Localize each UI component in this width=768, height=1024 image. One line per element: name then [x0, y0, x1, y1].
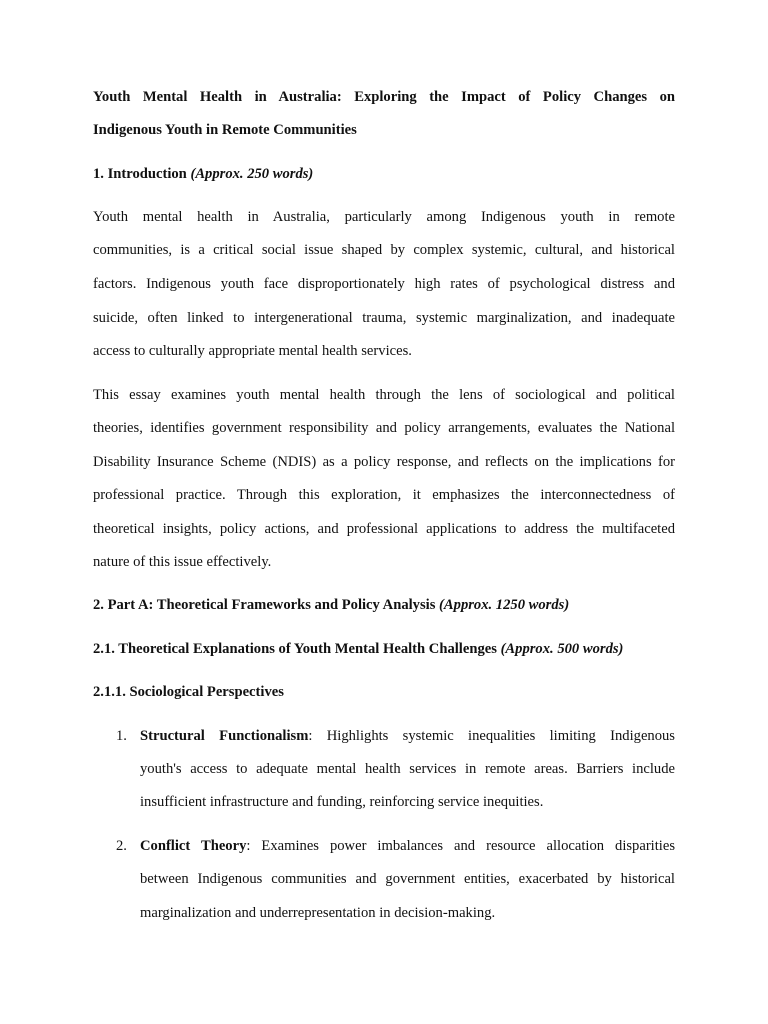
intro-p2-line: Disability Insurance Scheme (NDIS) as a policy response, and reflects on the implications for: [93, 454, 675, 470]
part-a-heading: [93, 596, 569, 614]
list-item-term: Structural Functionalism: [140, 728, 309, 744]
intro-p1-line: suicide, often linked to intergenerational trauma, systemic marginalization, and inadequate: [93, 310, 675, 326]
intro-p1-line: Youth mental health in Australia, particularly among Indigenous youth in remote: [93, 209, 675, 225]
intro-p1-line: factors. Indigenous youth face disproportionately high rates of psychological distress and: [93, 276, 675, 292]
intro-p2-line: theories, identifies government responsibility and policy arrangements, evaluates the National: [93, 420, 675, 436]
part-a-heading-text: 2. Part A: Theoretical Frameworks and Policy Analysis: [93, 597, 440, 613]
section-2-1-1-heading: 2.1.1. Sociological Perspectives: [93, 684, 284, 700]
list-item-text: : Examines power imbalances and resource allocation disparities: [246, 838, 676, 854]
list-item-line: insufficient infrastructure and funding, reinforcing service inequities.: [140, 794, 544, 810]
document-title-line-2: Indigenous Youth in Remote Communities: [93, 122, 357, 138]
intro-p2-line: nature of this issue effectively.: [93, 554, 272, 570]
intro-p1-line: access to culturally appropriate mental health services.: [93, 343, 412, 359]
intro-p1-line: communities, is a critical social issue shaped by complex systemic, cultural, and historical: [93, 242, 675, 258]
list-item-line: youth's access to adequate mental health services in remote areas. Barriers include: [140, 761, 675, 777]
list-item-term: Conflict Theory: [140, 838, 247, 854]
list-item-text: : Highlights systemic inequalities limiting Indigenous: [308, 728, 675, 744]
section-2-1-heading-text: 2.1. Theoretical Explanations of Youth Mental Health Challenges: [93, 641, 501, 657]
part-a-heading-note: (Approx. 1250 words): [439, 597, 570, 613]
list-item-line: [140, 837, 675, 855]
intro-p2-line: This essay examines youth mental health through the lens of sociological and political: [93, 387, 675, 403]
section-2-1-heading: [93, 640, 623, 658]
list-item-number: 1.: [116, 728, 127, 744]
intro-heading-text: 1. Introduction: [93, 166, 191, 182]
list-item-number: 2.: [116, 838, 127, 854]
list-item-line: between Indigenous communities and government entities, exacerbated by historical: [140, 871, 675, 887]
document-title-line-1: Youth Mental Health in Australia: Exploring the Impact of Policy Changes on: [93, 89, 675, 105]
list-item-line: [140, 727, 675, 745]
intro-heading: [93, 165, 313, 183]
intro-p2-line: theoretical insights, policy actions, and professional applications to address the multifaceted: [93, 521, 675, 537]
list-item-line: marginalization and underrepresentation in decision-making.: [140, 905, 496, 921]
section-2-1-heading-note: (Approx. 500 words): [500, 641, 624, 657]
intro-heading-note: (Approx. 250 words): [190, 166, 314, 182]
intro-p2-line: professional practice. Through this exploration, it emphasizes the interconnectedness of: [93, 487, 675, 503]
